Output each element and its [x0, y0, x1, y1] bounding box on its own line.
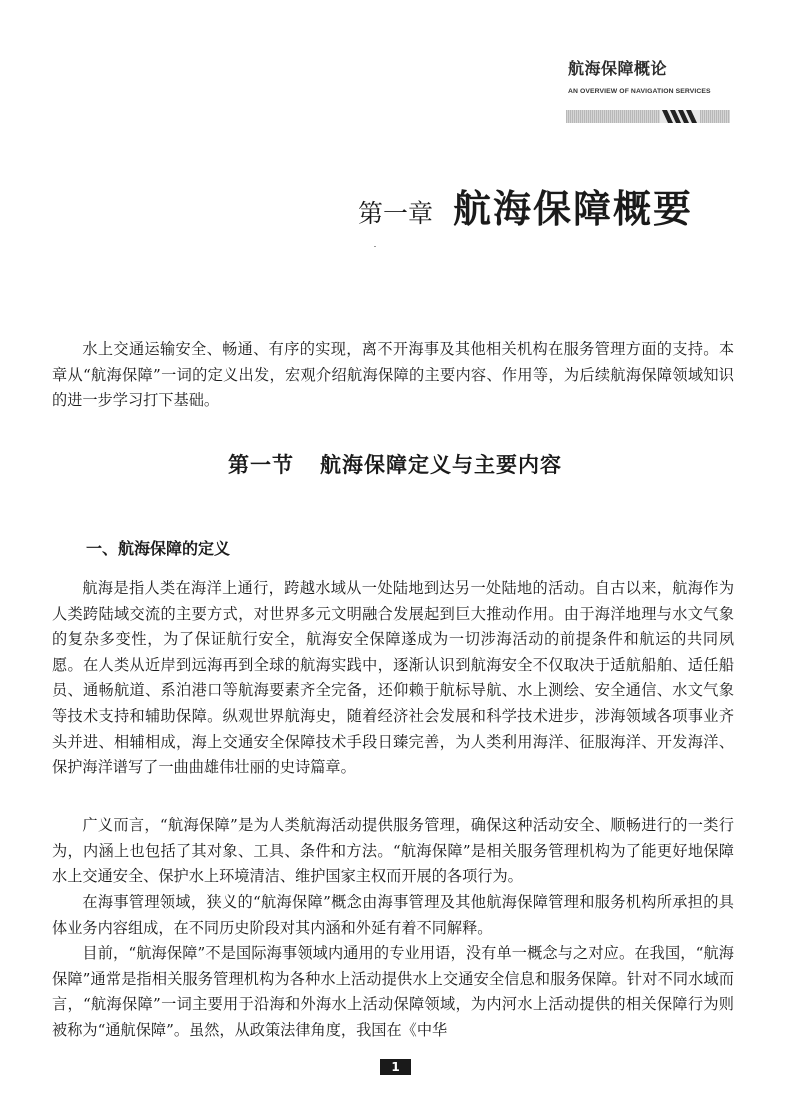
- body-paragraph-3: 在海事管理领域，狭义的“航海保障”概念由海事管理及其他航海保障管理和服务机构所承担的具体业务内容组成，在不同历史阶段对其内涵和外延有着不同解释。: [52, 893, 734, 937]
- page-number: 1: [380, 1059, 411, 1075]
- body-paragraph-1: 航海是指人类在海洋上通行，跨越水域从一处陆地到达另一处陆地的活动。自古以来，航海作为人类跨陆域交流的主要方式，对世界多元文明融合发展起到巨大推动作用。由于海洋地理与水文气象的复杂多变性，为了保证航行安全，航海安全保障遂成为一切涉海活动的前提条件和航运的共同夙愿。在人类从近岸到远海再到全球的航海实践中，逐渐认识到航海安全不仅取决于适航船舶、适任船员、通畅航道、系泊港口等航海要素齐全完备，还仰赖于航标导航、水上测绘、安全通信、水文气象等技术支持和辅助保障。纵观世界航海史，随着经济社会发展和科学技术进步，涉海领域各项事业齐头并进、相辅相成，海上交通安全保障技术手段日臻完善，为人类利用海洋、征服海洋、开发海洋、保护海洋谱写了一曲曲雄伟壮丽的史诗篇章。: [52, 579, 734, 777]
- section-heading: [0, 449, 790, 479]
- book-title: 航海保障概论: [568, 59, 668, 78]
- section-number: 第一节: [228, 453, 294, 477]
- body-paragraph-4: 目前，“航海保障”不是国际海事领域内通用的专业用语，没有单一概念与之对应。在我国，“航海保障”通常是指相关服务管理机构为各种水上活动提供水上交通安全信息和服务保障。针对不同水域而言，“航海保障”一词主要用于沿海和外海水上活动保障领域，为内河水上活动提供的相关保障行为则被称为“通航保障”。虽然，从政策法律角度，我国在《中华: [52, 944, 734, 1039]
- chapter-number: 第一章: [358, 199, 434, 228]
- chapter-title: 航海保障概要: [453, 186, 694, 231]
- chapter-heading: [358, 178, 693, 233]
- header-stripes-icon: [660, 110, 700, 123]
- book-subtitle: AN OVERVIEW OF NAVIGATION SERVICES: [568, 88, 711, 95]
- section-title: 航海保障定义与主要内容: [320, 453, 562, 477]
- body-paragraph-2: 广义而言，“航海保障”是为人类航海活动提供服务管理，确保这种活动安全、顺畅进行的一类行为，内涵上也包括了其对象、工具、条件和方法。“航海保障”是相关服务管理机构为了能更好地保障水上交通安全、保护水上环境清洁、维护国家主权而开展的各项行为。: [52, 816, 734, 886]
- header-decorative-bar: [566, 110, 730, 123]
- chapter-divider-mark: [374, 246, 376, 247]
- subsection-heading: 一、航海保障的定义: [86, 539, 231, 558]
- intro-paragraph: 水上交通运输安全、畅通、有序的实现，离不开海事及其他相关机构在服务管理方面的支持。本章从“航海保障”一词的定义出发，宏观介绍航海保障的主要内容、作用等，为后续航海保障领域知识的进一步学习打下基础。: [52, 340, 734, 410]
